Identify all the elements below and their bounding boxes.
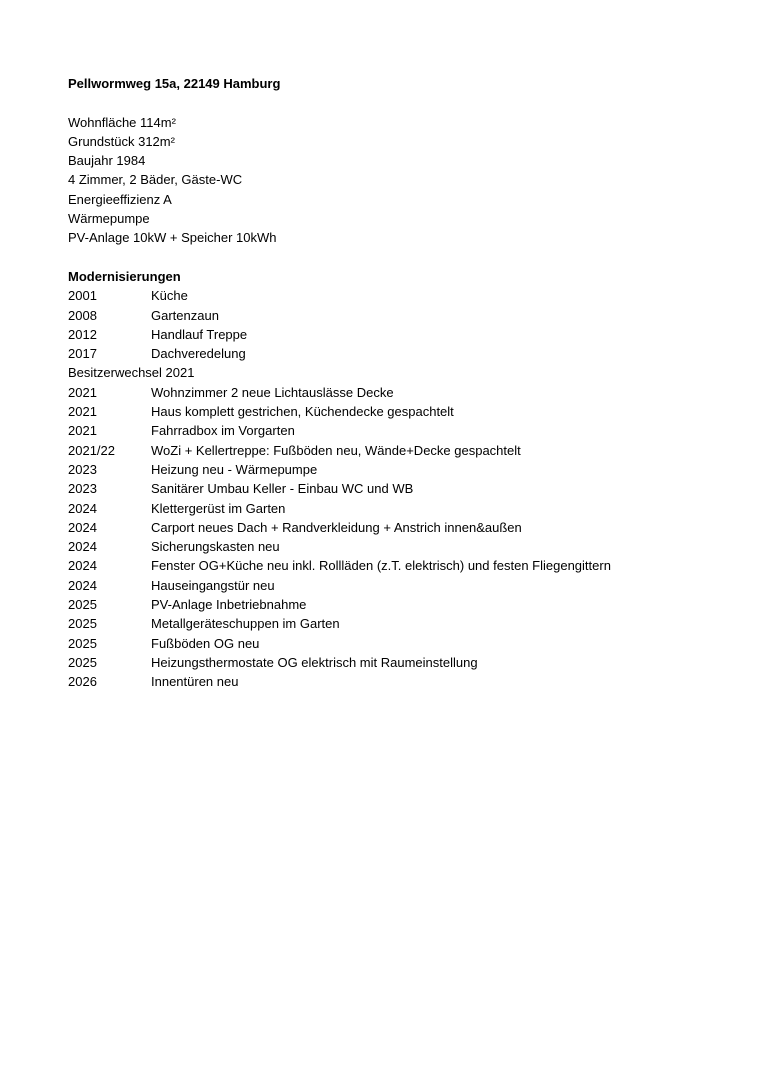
spacer	[68, 93, 748, 112]
item-year: 2025	[68, 597, 97, 613]
list-item	[68, 286, 748, 305]
item-text: Heizung neu - Wärmepumpe	[151, 461, 318, 477]
item-year: 2012	[68, 326, 97, 342]
list-item	[68, 402, 748, 421]
fact-plot-size: Grundstück 312m²	[68, 133, 175, 149]
item-year: 2023	[68, 481, 97, 497]
item-year: 2024	[68, 519, 97, 535]
item-year: 2021	[68, 404, 97, 420]
item-year: 2025	[68, 616, 97, 632]
modernization-list-early	[68, 286, 748, 363]
list-item	[68, 306, 748, 325]
fact-heat-pump: Wärmepumpe	[68, 211, 150, 227]
fact-energy-efficiency: Energieeffizienz A	[68, 191, 172, 207]
item-text: Handlauf Treppe	[151, 326, 248, 342]
item-text: Heizungsthermostate OG elektrisch mit Raumeinstellung	[151, 654, 478, 670]
item-text: PV-Anlage Inbetriebnahme	[151, 597, 307, 613]
item-text: WoZi + Kellertreppe: Fußböden neu, Wände+Decke gespachtelt	[151, 442, 521, 458]
item-year: 2001	[68, 288, 97, 304]
fact-pv-system: PV-Anlage 10kW + Speicher 10kWh	[68, 230, 277, 246]
item-year: 2024	[68, 539, 97, 555]
list-item	[68, 499, 748, 518]
list-item	[68, 518, 748, 537]
item-text: Fahrradbox im Vorgarten	[151, 423, 295, 439]
list-item	[68, 383, 748, 402]
item-text: Carport neues Dach + Randverkleidung + Anstrich innen&außen	[151, 519, 522, 535]
fact-year-built: Baujahr 1984	[68, 153, 146, 169]
list-item	[68, 325, 748, 344]
list-item	[68, 344, 748, 363]
item-year: 2023	[68, 461, 97, 477]
item-year: 2025	[68, 654, 97, 670]
document-title: Pellwormweg 15a, 22149 Hamburg	[68, 76, 281, 91]
item-year: 2024	[68, 558, 97, 574]
modernization-heading: Modernisierungen	[68, 268, 181, 284]
modernization-list-later	[68, 383, 748, 692]
list-item	[68, 421, 748, 440]
item-year: 2024	[68, 500, 97, 516]
owner-change-note: Besitzerwechsel 2021	[68, 365, 195, 381]
item-text: Hauseingangstür neu	[151, 577, 275, 593]
item-text: Klettergerüst im Garten	[151, 500, 286, 516]
list-item	[68, 537, 748, 556]
item-text: Innentüren neu	[151, 674, 239, 690]
item-text: Metallgeräteschuppen im Garten	[151, 616, 340, 632]
fact-rooms: 4 Zimmer, 2 Bäder, Gäste-WC	[68, 172, 243, 188]
item-text: Sanitärer Umbau Keller - Einbau WC und WB	[151, 481, 414, 497]
list-item	[68, 614, 748, 633]
list-item	[68, 595, 748, 614]
item-year: 2025	[68, 635, 97, 651]
facts-list	[68, 113, 748, 248]
spacer	[68, 248, 748, 267]
fact-living-area: Wohnfläche 114m²	[68, 114, 176, 130]
item-year: 2008	[68, 307, 97, 323]
item-text: Wohnzimmer 2 neue Lichtauslässe Decke	[151, 384, 394, 400]
list-item	[68, 441, 748, 460]
item-text: Gartenzaun	[151, 307, 219, 323]
list-item	[68, 479, 748, 498]
list-item	[68, 653, 748, 672]
item-text: Küche	[151, 288, 188, 304]
item-year: 2026	[68, 674, 97, 690]
item-year: 2017	[68, 346, 97, 362]
item-text: Haus komplett gestrichen, Küchendecke gespachtelt	[151, 404, 454, 420]
list-item	[68, 576, 748, 595]
item-year: 2021	[68, 423, 97, 439]
item-year: 2021	[68, 384, 97, 400]
list-item	[68, 634, 748, 653]
item-text: Fenster OG+Küche neu inkl. Rollläden (z.T. elektrisch) und festen Fliegengittern	[151, 558, 611, 574]
list-item	[68, 460, 748, 479]
item-text: Dachveredelung	[151, 346, 246, 362]
item-year: 2021/22	[68, 442, 115, 458]
item-text: Sicherungskasten neu	[151, 539, 280, 555]
item-text: Fußböden OG neu	[151, 635, 260, 651]
list-item	[68, 672, 748, 691]
item-year: 2024	[68, 577, 97, 593]
list-item	[68, 556, 748, 575]
document-page	[68, 74, 748, 692]
